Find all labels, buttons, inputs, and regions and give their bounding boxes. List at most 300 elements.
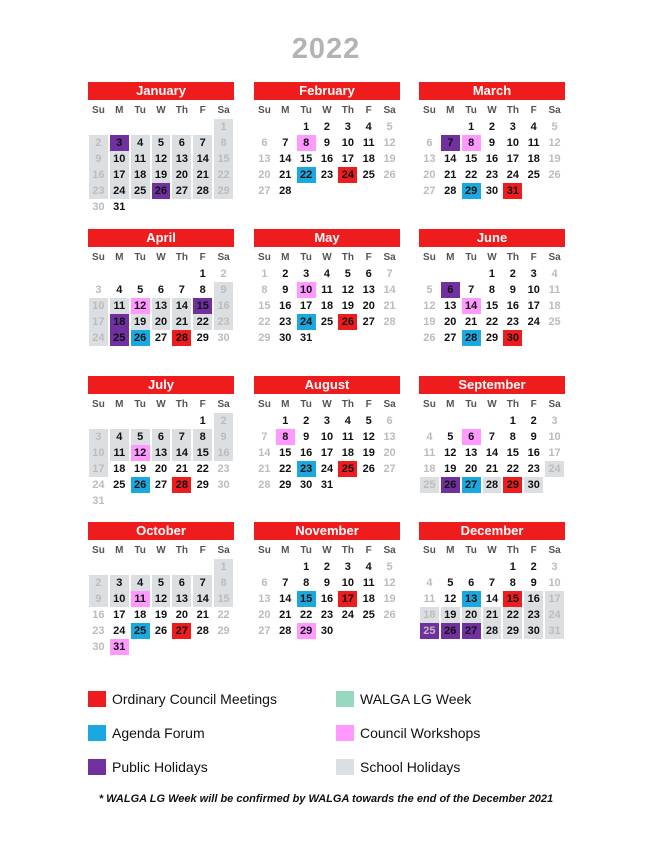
day-cell: 20 [423, 169, 436, 181]
day-cell: 25 [362, 169, 375, 181]
day-cell: 3 [551, 561, 558, 573]
weekday-label: Th [341, 399, 354, 410]
day-cell: 21 [175, 463, 188, 475]
day-cell: 22 [214, 167, 233, 183]
day-cell: 7 [282, 577, 289, 589]
weekday-label: M [115, 399, 124, 410]
day-cell: 26 [441, 623, 460, 639]
day-cell: 22 [217, 609, 230, 621]
day-cell: 2 [220, 268, 227, 280]
day-cell: 23 [506, 316, 519, 328]
day-cell: 23 [485, 169, 499, 181]
day-cell: 7 [178, 284, 185, 296]
day-cell: 6 [172, 575, 191, 591]
day-cell: 3 [509, 121, 516, 133]
day-cell: 13 [423, 153, 436, 165]
day-cell: 13 [462, 591, 481, 607]
day-cell: 11 [548, 284, 561, 296]
day-cell: 3 [95, 284, 102, 296]
day-cell: 15 [214, 591, 233, 607]
day-cell: 8 [276, 429, 295, 445]
day-cell: 8 [193, 429, 212, 445]
weekday-label: Sa [548, 252, 561, 263]
day-cell: 22 [485, 316, 499, 328]
day-cell: 1 [509, 415, 516, 427]
day-cell: 28 [279, 625, 292, 637]
day-cell: 7 [488, 577, 496, 589]
day-cell: 19 [423, 316, 436, 328]
day-cell: 7 [193, 135, 212, 151]
day-cell: 13 [362, 284, 375, 296]
day-cell: 10 [341, 137, 354, 149]
day-cell: 27 [462, 623, 481, 639]
weekday-label: Tu [134, 105, 146, 116]
day-cell: 8 [297, 135, 316, 151]
weekday-label: F [365, 252, 372, 263]
empty-cell [440, 119, 461, 135]
day-cell: 4 [110, 429, 129, 445]
legend-school-swatch [336, 759, 354, 775]
day-cell: 31 [320, 479, 334, 491]
month-days-grid [88, 103, 234, 215]
day-cell: 1 [509, 561, 516, 573]
day-cell: 21 [465, 316, 478, 328]
weekday-label: Su [258, 545, 271, 556]
day-cell: 12 [131, 445, 150, 461]
day-cell: 17 [527, 300, 540, 312]
day-cell: 12 [152, 591, 171, 607]
day-cell: 24 [506, 169, 519, 181]
day-cell: 2 [89, 575, 108, 591]
weekday-label: F [199, 545, 206, 556]
day-cell: 7 [468, 284, 475, 296]
weekday-label: Sa [217, 252, 230, 263]
weekday-label: Su [423, 545, 436, 556]
day-cell: 26 [131, 330, 150, 346]
day-cell: 9 [530, 431, 537, 443]
day-cell: 3 [110, 135, 129, 151]
empty-cell [130, 413, 151, 429]
day-cell: 23 [524, 607, 543, 623]
legend-ordinary [88, 689, 277, 709]
day-cell: 7 [172, 429, 191, 445]
weekday-label: M [115, 252, 124, 263]
day-cell: 19 [152, 167, 171, 183]
empty-cell [440, 266, 461, 282]
day-cell: 18 [113, 463, 126, 475]
day-cell: 6 [157, 284, 165, 296]
weekday-label: Tu [300, 399, 312, 410]
day-cell: 4 [365, 121, 372, 133]
legend-school-label: School Holidays [360, 759, 461, 775]
day-cell: 30 [485, 185, 499, 197]
empty-cell [254, 413, 275, 429]
weekday-label: Su [92, 105, 105, 116]
day-cell: 5 [344, 268, 351, 280]
day-cell: 13 [444, 300, 457, 312]
day-cell: 24 [545, 607, 564, 623]
day-cell: 25 [320, 316, 334, 328]
day-cell: 22 [465, 169, 478, 181]
day-cell: 27 [362, 316, 375, 328]
weekday-label: Th [175, 105, 188, 116]
day-cell: 9 [323, 577, 331, 589]
weekday-label: Sa [217, 545, 230, 556]
day-cell: 5 [447, 431, 454, 443]
day-cell: 6 [261, 137, 268, 149]
weekday-label: W [156, 399, 166, 410]
month-june [419, 229, 565, 346]
day-cell: 11 [110, 298, 129, 314]
day-cell: 13 [258, 153, 271, 165]
day-cell: 27 [423, 185, 436, 197]
day-cell: 2 [89, 135, 108, 151]
day-cell: 28 [279, 185, 292, 197]
day-cell: 27 [154, 332, 168, 344]
day-cell: 26 [423, 332, 436, 344]
weekday-label: Sa [383, 105, 396, 116]
day-cell: 1 [214, 119, 233, 135]
empty-cell [440, 559, 461, 575]
day-cell: 2 [303, 415, 310, 427]
weekday-label: Tu [134, 545, 146, 556]
day-cell: 27 [258, 625, 271, 637]
day-cell: 19 [444, 463, 457, 475]
weekday-label: Sa [548, 399, 561, 410]
day-cell: 18 [131, 167, 150, 183]
day-cell: 23 [89, 183, 108, 199]
month-header: July [88, 376, 234, 394]
day-cell: 31 [110, 639, 129, 655]
day-cell: 27 [444, 332, 457, 344]
day-cell: 19 [341, 300, 354, 312]
weekday-label: M [446, 105, 455, 116]
day-cell: 25 [131, 183, 150, 199]
day-cell: 30 [503, 330, 522, 346]
day-cell: 20 [444, 316, 457, 328]
day-cell: 25 [131, 623, 150, 639]
year-title: 2022 [291, 33, 361, 65]
day-cell: 8 [199, 284, 206, 296]
day-cell: 30 [524, 477, 543, 493]
day-cell: 23 [279, 316, 292, 328]
month-header: April [88, 229, 234, 247]
day-cell: 31 [300, 332, 313, 344]
day-cell: 17 [110, 167, 129, 183]
day-cell: 25 [527, 169, 540, 181]
day-cell: 18 [420, 607, 439, 623]
day-cell: 16 [320, 593, 334, 605]
day-cell: 30 [279, 332, 292, 344]
day-cell: 23 [527, 463, 540, 475]
day-cell: 30 [320, 625, 334, 637]
day-cell: 2 [530, 415, 537, 427]
day-cell: 1 [468, 121, 475, 133]
day-cell: 10 [341, 577, 354, 589]
legend-agenda-swatch [88, 725, 106, 741]
weekday-label: F [199, 105, 206, 116]
day-cell: 7 [386, 268, 393, 280]
legend-agenda [88, 723, 205, 743]
day-cell: 17 [545, 591, 564, 607]
day-cell: 4 [365, 561, 372, 573]
day-cell: 22 [279, 463, 292, 475]
day-cell: 10 [297, 282, 316, 298]
day-cell: 4 [344, 415, 351, 427]
day-cell: 13 [172, 591, 191, 607]
empty-cell [275, 559, 296, 575]
weekday-label: W [156, 105, 166, 116]
day-cell: 3 [303, 268, 310, 280]
day-cell: 12 [444, 447, 457, 459]
day-cell: 18 [423, 463, 436, 475]
day-cell: 24 [89, 330, 108, 346]
day-cell: 21 [483, 607, 502, 623]
month-october [88, 522, 234, 655]
day-cell: 9 [214, 429, 233, 445]
day-cell: 19 [441, 607, 460, 623]
day-cell: 17 [338, 591, 357, 607]
empty-cell [151, 413, 172, 429]
day-cell: 14 [485, 593, 499, 605]
month-may [254, 229, 400, 346]
month-days-grid [254, 397, 400, 493]
weekday-label: Sa [548, 105, 561, 116]
day-cell: 12 [362, 431, 375, 443]
day-cell: 5 [365, 415, 372, 427]
weekday-label: F [365, 105, 372, 116]
legend-agenda-label: Agenda Forum [112, 725, 205, 741]
weekday-label: W [156, 545, 166, 556]
day-cell: 23 [297, 461, 316, 477]
day-cell: 27 [154, 479, 168, 491]
weekday-label: Tu [465, 105, 477, 116]
legend-public [88, 757, 208, 777]
day-cell: 30 [217, 479, 230, 491]
weekday-label: Tu [134, 252, 146, 263]
day-cell: 17 [113, 609, 126, 621]
day-cell: 20 [152, 314, 171, 330]
day-cell: 17 [89, 314, 108, 330]
day-cell: 3 [89, 429, 108, 445]
empty-cell [461, 413, 482, 429]
weekday-label: M [115, 105, 124, 116]
day-cell: 14 [462, 298, 481, 314]
day-cell: 29 [503, 477, 522, 493]
day-cell: 7 [441, 135, 460, 151]
day-cell: 30 [217, 332, 230, 344]
day-cell: 30 [300, 479, 313, 491]
day-cell: 3 [323, 415, 331, 427]
weekday-label: F [365, 545, 372, 556]
day-cell: 28 [483, 623, 502, 639]
legend-public-label: Public Holidays [112, 759, 208, 775]
weekday-label: M [115, 545, 124, 556]
day-cell: 9 [488, 137, 496, 149]
day-cell: 15 [485, 300, 499, 312]
day-cell: 28 [462, 330, 481, 346]
day-cell: 3 [344, 561, 351, 573]
month-november [254, 522, 400, 639]
month-days-grid [254, 543, 400, 639]
day-cell: 26 [441, 477, 460, 493]
day-cell: 6 [365, 268, 372, 280]
empty-cell [88, 266, 109, 282]
month-days-grid [88, 397, 234, 509]
day-cell: 12 [152, 151, 171, 167]
legend-ordinary-label: Ordinary Council Meetings [112, 691, 277, 707]
day-cell: 5 [137, 284, 144, 296]
weekday-label: Tu [465, 399, 477, 410]
day-cell: 14 [258, 447, 271, 459]
empty-cell [109, 266, 130, 282]
empty-cell [130, 119, 151, 135]
day-cell: 19 [362, 447, 375, 459]
weekday-label: Tu [300, 105, 312, 116]
day-cell: 24 [320, 463, 334, 475]
day-cell: 9 [323, 137, 331, 149]
day-cell: 13 [465, 447, 478, 459]
weekday-label: W [322, 105, 332, 116]
day-cell: 1 [214, 559, 233, 575]
day-cell: 23 [214, 314, 233, 330]
day-cell: 10 [506, 137, 519, 149]
empty-cell [461, 559, 482, 575]
day-cell: 31 [92, 495, 105, 507]
day-cell: 19 [154, 609, 168, 621]
day-cell: 17 [89, 461, 108, 477]
day-cell: 23 [217, 463, 230, 475]
day-cell: 8 [303, 577, 310, 589]
day-cell: 4 [551, 268, 558, 280]
empty-cell [171, 119, 192, 135]
day-cell: 2 [214, 413, 233, 429]
day-cell: 25 [420, 477, 439, 493]
day-cell: 5 [152, 575, 171, 591]
empty-cell [130, 266, 151, 282]
day-cell: 5 [152, 135, 171, 151]
day-cell: 28 [172, 330, 191, 346]
month-january [88, 82, 234, 215]
day-cell: 10 [320, 431, 334, 443]
day-cell: 22 [297, 167, 316, 183]
empty-cell [254, 559, 275, 575]
day-cell: 15 [506, 447, 519, 459]
weekday-label: F [530, 105, 537, 116]
day-cell: 16 [214, 298, 233, 314]
day-cell: 21 [196, 609, 209, 621]
day-cell: 20 [175, 609, 188, 621]
day-cell: 22 [196, 463, 209, 475]
day-cell: 27 [258, 185, 271, 197]
day-cell: 11 [110, 445, 129, 461]
day-cell: 6 [386, 415, 393, 427]
day-cell: 24 [527, 316, 540, 328]
day-cell: 21 [172, 314, 191, 330]
month-days-grid [419, 397, 565, 493]
day-cell: 28 [483, 477, 502, 493]
legend-walga [336, 689, 471, 709]
day-cell: 31 [503, 183, 522, 199]
day-cell: 6 [261, 577, 268, 589]
day-cell: 13 [258, 593, 271, 605]
day-cell: 22 [193, 314, 212, 330]
weekday-label: Tu [300, 252, 312, 263]
month-header: October [88, 522, 234, 540]
day-cell: 28 [444, 185, 457, 197]
weekday-label: Sa [217, 105, 230, 116]
weekday-label: Th [506, 399, 519, 410]
day-cell: 14 [279, 593, 292, 605]
empty-cell [171, 413, 192, 429]
day-cell: 15 [214, 151, 233, 167]
day-cell: 16 [485, 153, 499, 165]
day-cell: 7 [282, 137, 289, 149]
weekday-label: Su [92, 399, 105, 410]
day-cell: 21 [193, 167, 212, 183]
day-cell: 29 [485, 332, 499, 344]
day-cell: 27 [462, 477, 481, 493]
day-cell: 21 [258, 463, 271, 475]
day-cell: 29 [297, 623, 316, 639]
day-cell: 25 [110, 330, 129, 346]
weekday-label: Su [423, 252, 436, 263]
empty-cell [171, 266, 192, 282]
day-cell: 9 [509, 284, 516, 296]
empty-cell [88, 413, 109, 429]
day-cell: 5 [386, 561, 393, 573]
day-cell: 20 [154, 463, 168, 475]
day-cell: 12 [383, 577, 396, 589]
day-cell: 4 [530, 121, 537, 133]
day-cell: 18 [320, 300, 334, 312]
day-cell: 27 [172, 623, 191, 639]
day-cell: 26 [131, 477, 150, 493]
day-cell: 14 [485, 447, 499, 459]
day-cell: 14 [444, 153, 457, 165]
day-cell: 7 [488, 431, 496, 443]
day-cell: 16 [89, 167, 108, 183]
weekday-label: W [487, 399, 497, 410]
day-cell: 12 [548, 137, 561, 149]
weekday-label: F [199, 399, 206, 410]
empty-cell [482, 413, 503, 429]
day-cell: 10 [110, 591, 129, 607]
legend-workshop [336, 723, 480, 743]
empty-cell [419, 413, 440, 429]
day-cell: 19 [383, 593, 396, 605]
empty-cell [254, 119, 275, 135]
empty-cell [275, 119, 296, 135]
empty-cell [109, 119, 130, 135]
day-cell: 3 [530, 268, 537, 280]
day-cell: 25 [420, 623, 439, 639]
month-days-grid [419, 250, 565, 346]
weekday-label: Su [92, 252, 105, 263]
day-cell: 27 [383, 463, 396, 475]
day-cell: 11 [527, 137, 540, 149]
day-cell: 24 [297, 314, 316, 330]
day-cell: 8 [509, 577, 516, 589]
day-cell: 18 [134, 609, 147, 621]
day-cell: 17 [548, 447, 561, 459]
day-cell: 12 [341, 284, 354, 296]
day-cell: 8 [488, 284, 496, 296]
weekday-label: Sa [383, 545, 396, 556]
day-cell: 4 [131, 135, 150, 151]
day-cell: 23 [92, 625, 105, 637]
day-cell: 15 [465, 153, 478, 165]
